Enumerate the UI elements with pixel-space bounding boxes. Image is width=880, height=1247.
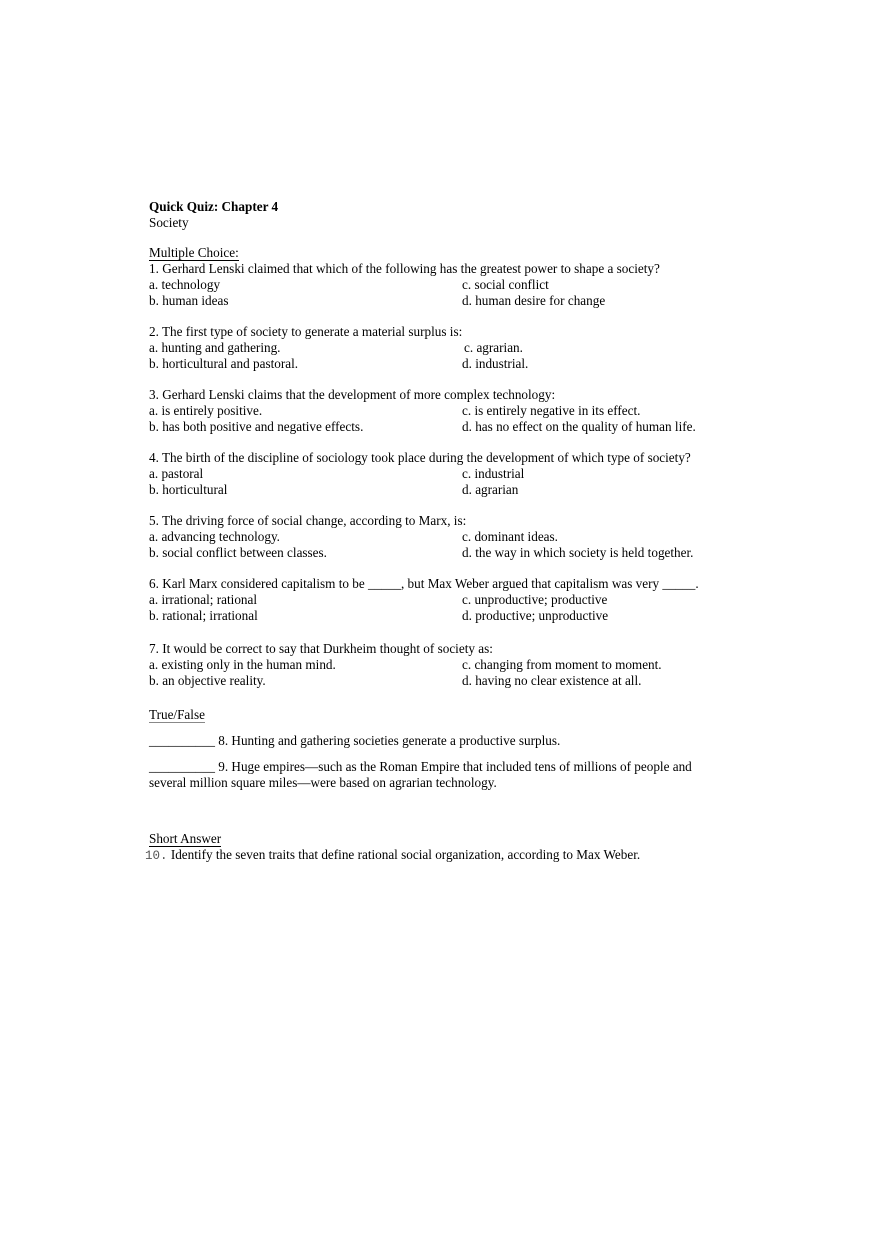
option-a: a. hunting and gathering.: [149, 340, 281, 355]
option-c: c. social conflict: [462, 277, 549, 292]
question-text: 6. Karl Marx considered capitalism to be _____, but Max Weber argued that capitalism was very _____.: [149, 576, 699, 591]
quiz-title: Quick Quiz: Chapter 4: [149, 199, 279, 214]
option-c: c. unproductive; productive: [462, 592, 608, 607]
option-b: b. horticultural: [149, 482, 228, 497]
true-false-heading: True/False: [149, 707, 205, 722]
short-answer-heading: Short Answer: [149, 831, 222, 846]
question-3: [149, 387, 749, 435]
question-4: [149, 450, 749, 498]
option-b: b. an objective reality.: [149, 673, 266, 688]
question-number: 10.: [145, 849, 168, 863]
option-a: a. pastoral: [149, 466, 204, 481]
question-text: 3. Gerhard Lenski claims that the development of more complex technology:: [149, 387, 556, 402]
option-c: c. changing from moment to moment.: [462, 657, 662, 672]
option-d: d. industrial.: [462, 356, 529, 371]
tf-question-9-line2: several million square miles—were based on agrarian technology.: [149, 775, 497, 790]
option-d: d. the way in which society is held together.: [462, 545, 694, 560]
option-b: b. rational; irrational: [149, 608, 258, 623]
short-answer-text: Identify the seven traits that define rational social organization, according to Max Weber.: [170, 847, 641, 862]
quiz-page: [145, 199, 749, 864]
option-a: a. is entirely positive.: [149, 403, 263, 418]
option-c: c. agrarian.: [464, 340, 523, 355]
question-5: [149, 513, 749, 561]
multiple-choice-heading: Multiple Choice:: [149, 245, 239, 260]
option-d: d. agrarian: [462, 482, 519, 497]
tf-question-9: [149, 759, 749, 791]
tf-question-8: __________ 8. Hunting and gathering societies generate a productive surplus.: [149, 733, 561, 748]
option-b: b. social conflict between classes.: [149, 545, 327, 560]
question-text: 1. Gerhard Lenski claimed that which of the following has the greatest power to shape a society?: [149, 261, 660, 276]
option-c: c. industrial: [462, 466, 525, 481]
quiz-subtitle: Society: [149, 215, 189, 230]
tf-question-9-line1: __________ 9. Huge empires—such as the Roman Empire that included tens of millions of people and: [149, 759, 692, 774]
option-c: c. is entirely negative in its effect.: [462, 403, 641, 418]
option-b: b. has both positive and negative effects.: [149, 419, 364, 434]
short-answer-question-10: [145, 847, 749, 864]
question-2: [149, 324, 749, 372]
option-c: c. dominant ideas.: [462, 529, 558, 544]
option-d: d. human desire for change: [462, 293, 606, 308]
option-d: d. has no effect on the quality of human life.: [462, 419, 696, 434]
option-a: a. existing only in the human mind.: [149, 657, 336, 672]
question-6: [149, 576, 749, 624]
option-a: a. technology: [149, 277, 221, 292]
option-b: b. horticultural and pastoral.: [149, 356, 299, 371]
option-d: d. productive; unproductive: [462, 608, 609, 623]
question-1: [149, 261, 749, 309]
question-7: [149, 641, 749, 689]
question-text: 2. The first type of society to generate a material surplus is:: [149, 324, 463, 339]
option-a: a. irrational; rational: [149, 592, 258, 607]
question-text: 7. It would be correct to say that Durkheim thought of society as:: [149, 641, 493, 656]
option-d: d. having no clear existence at all.: [462, 673, 642, 688]
question-text: 4. The birth of the discipline of sociology took place during the development of which type of society?: [149, 450, 691, 465]
option-a: a. advancing technology.: [149, 529, 280, 544]
option-b: b. human ideas: [149, 293, 229, 308]
question-text: 5. The driving force of social change, according to Marx, is:: [149, 513, 467, 528]
